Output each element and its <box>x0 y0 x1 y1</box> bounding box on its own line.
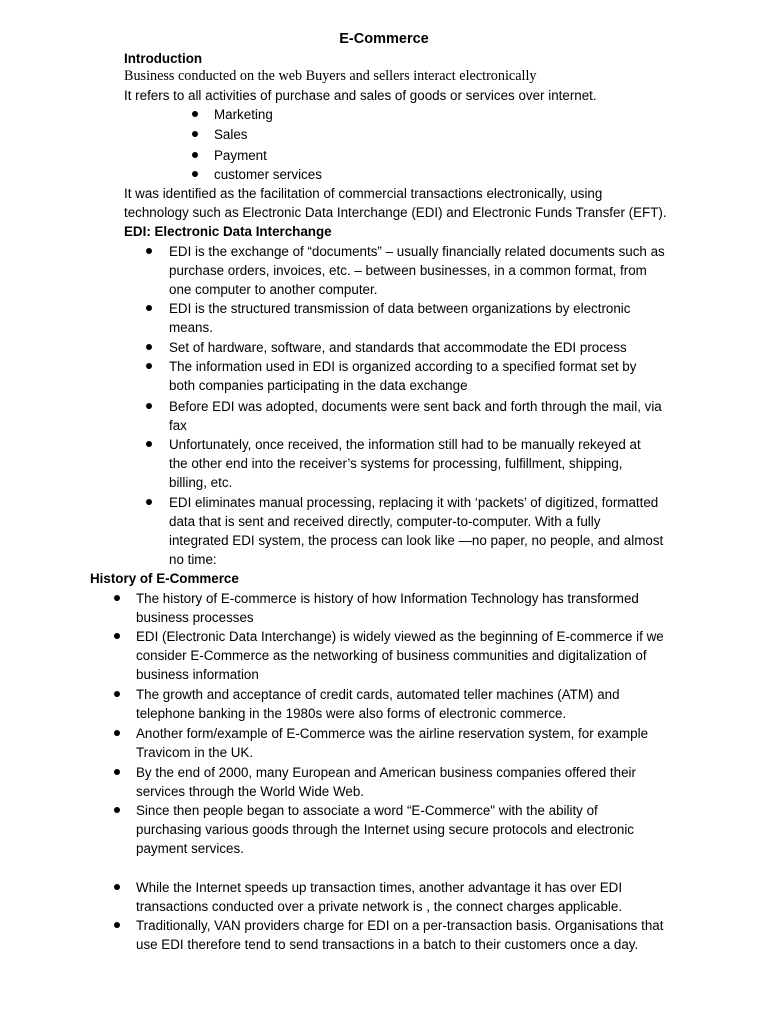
history-point-line: The history of E-commerce is history of how Information Technology has transformed <box>136 591 639 606</box>
edi-point-line: one computer to another computer. <box>169 282 378 297</box>
edi-point-line: integrated EDI system, the process can look like —no paper, no people, and almost <box>169 533 664 548</box>
history-point-line: consider E-Commerce as the networking of business communities and digitalization of <box>136 648 647 663</box>
edi-point-line: EDI eliminates manual processing, replacing it with ‘packets’ of digitized, formatted <box>169 495 659 510</box>
edi-point-line: data that is sent and received directly, computer-to-computer. With a fully <box>169 514 601 529</box>
history-point-line: telephone banking in the 1980s were also forms of electronic commerce. <box>136 706 567 721</box>
edi-point-line: the other end into the receiver’s systems for processing, fulfillment, shipping, <box>169 456 623 471</box>
bullet-icon <box>114 878 122 897</box>
edi-point-line: Before EDI was adopted, documents were sent back and forth through the mail, via <box>169 399 662 414</box>
bullet-icon <box>146 493 154 512</box>
bullet-icon <box>114 801 122 820</box>
edi-point-line: purchase orders, invoices, etc. – between businesses, in a common format, from <box>169 263 647 278</box>
bullet-icon <box>114 916 122 935</box>
bullet-icon <box>192 125 200 144</box>
bullet-icon <box>114 627 122 646</box>
history-point-line: payment services. <box>136 841 244 856</box>
edi-point-line: The information used in EDI is organized according to a specified format set by <box>169 359 637 374</box>
edi-point-line: EDI is the structured transmission of data between organizations by electronic <box>169 301 631 316</box>
activity-item: Sales <box>214 127 248 142</box>
intro-heading: Introduction <box>124 51 203 66</box>
bullet-icon <box>114 724 122 743</box>
history-point-line: business processes <box>136 610 254 625</box>
bullet-icon <box>114 763 122 782</box>
history-heading: History of E-Commerce <box>90 571 239 586</box>
history-point-line: use EDI therefore tend to send transactions in a batch to their customers once a day. <box>136 937 639 952</box>
edi-point-line: Set of hardware, software, and standards that accommodate the EDI process <box>169 340 627 355</box>
bullet-icon <box>146 397 154 416</box>
bullet-icon <box>146 242 154 261</box>
edi-point-line: EDI is the exchange of “documents” – usually financially related documents such as <box>169 244 665 259</box>
intro-tagline: Business conducted on the web Buyers and sellers interact electronically <box>124 68 537 84</box>
edi-point-line: both companies participating in the data exchange <box>169 378 468 393</box>
activity-item: customer services <box>214 167 322 182</box>
history-point-line: Traditionally, VAN providers charge for EDI on a per-transaction basis. Organisations that <box>136 918 664 933</box>
edi-point-line: Unfortunately, once received, the information still had to be manually rekeyed at <box>169 437 641 452</box>
history-point-line: EDI (Electronic Data Interchange) is widely viewed as the beginning of E-commerce if we <box>136 629 664 644</box>
history-point-line: purchasing various goods through the Internet using secure protocols and electronic <box>136 822 634 837</box>
bullet-icon <box>146 338 154 357</box>
bullet-icon <box>192 165 200 184</box>
history-point-line: services through the World Wide Web. <box>136 784 364 799</box>
history-point-line: By the end of 2000, many European and American business companies offered their <box>136 765 636 780</box>
history-point-line: Travicom in the UK. <box>136 745 254 760</box>
bullet-icon <box>114 589 122 608</box>
edi-point-line: means. <box>169 320 213 335</box>
history-point-line: Since then people began to associate a word “E-Commerce" with the ability of <box>136 803 598 818</box>
edi-point-line: fax <box>169 418 187 433</box>
history-point-line: While the Internet speeds up transaction times, another advantage it has over EDI <box>136 880 623 895</box>
bullet-icon <box>192 105 200 124</box>
bullet-icon <box>192 146 200 165</box>
edi-heading: EDI: Electronic Data Interchange <box>124 224 332 239</box>
activity-item: Marketing <box>214 107 273 122</box>
bullet-icon <box>146 299 154 318</box>
edi-point-line: no time: <box>169 552 217 567</box>
bullet-icon <box>114 685 122 704</box>
history-point-line: Another form/example of E-Commerce was the airline reservation system, for example <box>136 726 649 741</box>
history-point-line: The growth and acceptance of credit cards, automated teller machines (ATM) and <box>136 687 620 702</box>
activity-item: Payment <box>214 148 267 163</box>
bullet-icon <box>146 435 154 454</box>
edi-point-line: billing, etc. <box>169 475 233 490</box>
intro-definition: It refers to all activities of purchase and sales of goods or services over internet. <box>124 88 597 103</box>
history-point-line: transactions conducted over a private network is , the connect charges applicable. <box>136 899 623 914</box>
facilitation-line: technology such as Electronic Data Interchange (EDI) and Electronic Funds Transfer (EFT). <box>124 205 667 220</box>
history-point-line: business information <box>136 667 259 682</box>
bullet-icon <box>146 357 154 376</box>
document-title: E-Commerce <box>339 31 429 47</box>
facilitation-line: It was identified as the facilitation of commercial transactions electronically, using <box>124 186 603 201</box>
